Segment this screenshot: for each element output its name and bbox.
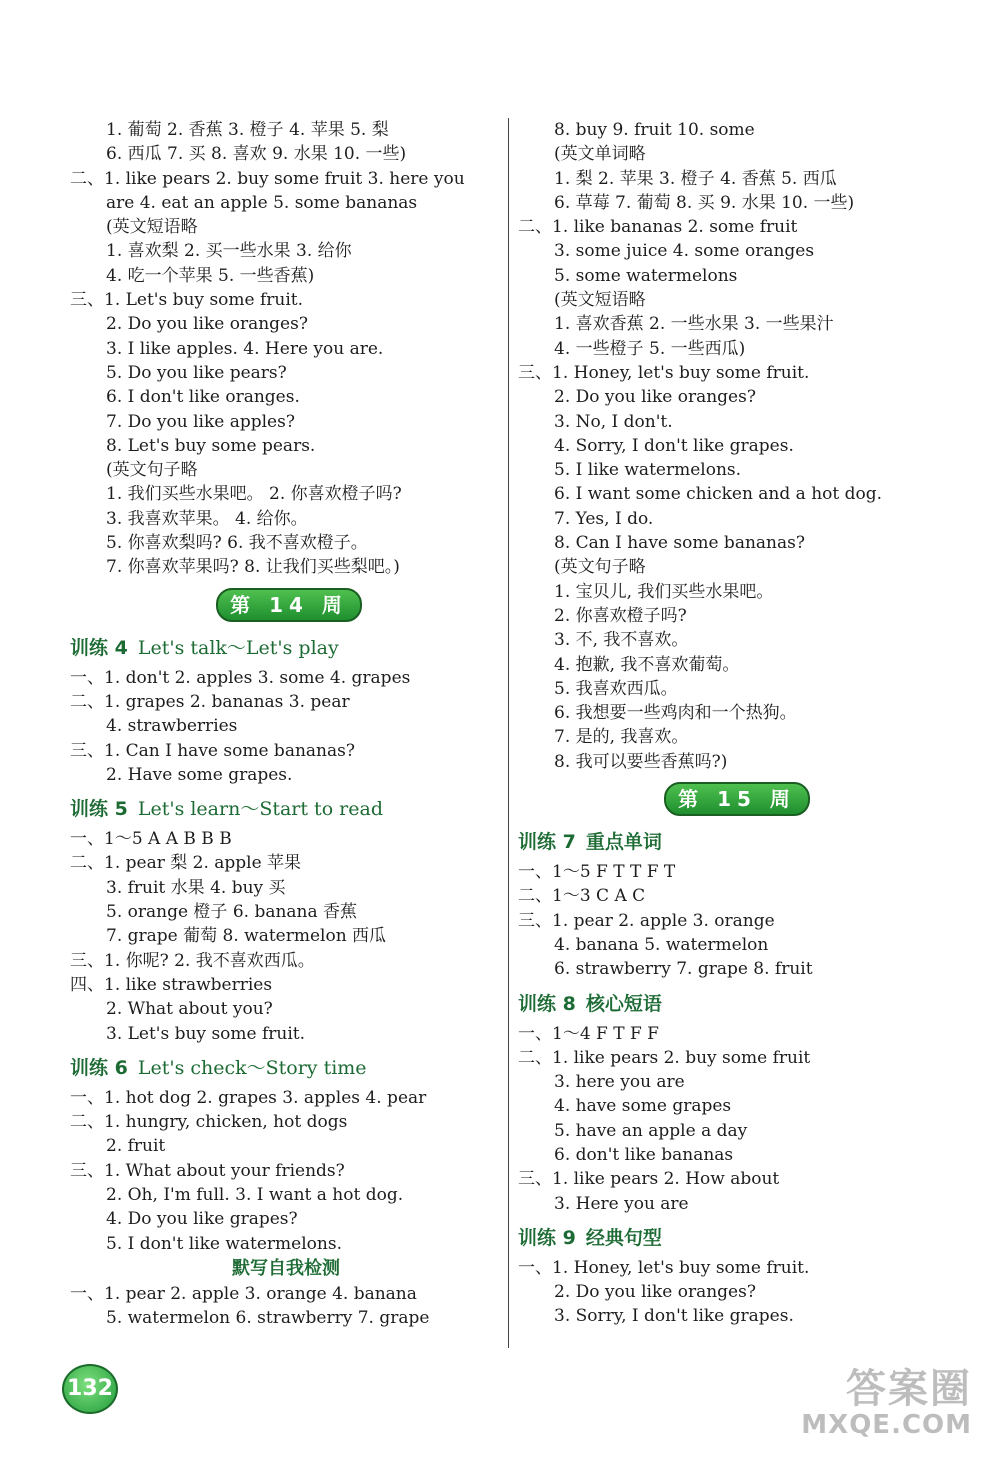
training-title: 重点单词 (585, 831, 662, 854)
watermark (801, 1357, 972, 1440)
answer-line: 5. I like watermelons. (554, 460, 742, 481)
answer-line: 一、1. don't 2. apples 3. some 4. grapes (70, 667, 411, 688)
answer-line: 6. 我想要一些鸡肉和一个热狗。 (554, 703, 797, 724)
training-number: 训练 8 (518, 992, 576, 1015)
answer-line: 4. banana 5. watermelon (554, 934, 769, 955)
training-title: Let's check～Story time (137, 1056, 367, 1079)
answer-line: 3. some juice 4. some oranges (554, 241, 815, 262)
answer-line: 7. Yes, I do. (554, 508, 654, 529)
answer-line: 一、1～5 A A B B B (70, 829, 232, 850)
training-6-heading (70, 1050, 502, 1086)
right-column (518, 118, 948, 1329)
answer-line: 7. 是的, 我喜欢。 (554, 727, 689, 748)
answer-line: 2. Have some grapes. (106, 764, 293, 785)
training-number: 训练 6 (70, 1056, 128, 1079)
answer-line: 二、1. like pears 2. buy some fruit (518, 1047, 811, 1068)
answer-line: 6. I don't like oranges. (106, 387, 300, 408)
answer-line: (英文句子略 (106, 460, 198, 481)
answer-line: 四、1. like strawberries (70, 974, 273, 995)
answer-line: 一、1～5 F T T F T (518, 862, 676, 883)
training-title: 核心短语 (585, 992, 662, 1015)
answer-line: 二、1. pear 梨 2. apple 苹果 (70, 853, 302, 874)
answer-line: 8. buy 9. fruit 10. some (554, 120, 755, 140)
answer-line: 2. Do you like oranges? (106, 314, 308, 335)
answer-line: 1. 葡萄 2. 香蕉 3. 橙子 4. 苹果 5. 梨 (106, 120, 389, 140)
answer-line: 2. fruit (106, 1136, 166, 1157)
week-15-badge: 第 15 周 (664, 782, 810, 816)
training-number: 训练 9 (518, 1226, 576, 1249)
answer-line: 三、1. like pears 2. How about (518, 1169, 780, 1190)
answer-line: 5. Do you like pears? (106, 362, 287, 383)
answer-line: 5. some watermelons (554, 265, 738, 286)
answer-line: 5. I don't like watermelons. (106, 1233, 342, 1254)
answer-line: 一、1. pear 2. apple 3. orange 4. banana (70, 1283, 417, 1304)
training-number: 训练 5 (70, 798, 128, 821)
answer-line: are 4. eat an apple 5. some bananas (106, 192, 418, 213)
answer-line: 1. 喜欢梨 2. 买一些水果 3. 给你 (106, 241, 352, 262)
answer-line: 6. 西瓜 7. 买 8. 喜欢 9. 水果 10. 一些) (106, 144, 407, 165)
answer-line: 5. 我喜欢西瓜。 (554, 678, 678, 699)
answer-line: 1. 我们买些水果吧。 2. 你喜欢橙子吗? (106, 484, 402, 505)
answer-line: 4. 抱歉, 我不喜欢葡萄。 (554, 654, 740, 675)
answer-line: 4. Sorry, I don't like grapes. (554, 435, 794, 456)
answer-line: 4. 一些橙子 5. 一些西瓜) (554, 338, 746, 359)
answer-line: 2. Do you like oranges? (554, 387, 756, 408)
answer-line: (英文短语略 (554, 290, 646, 311)
answer-line: 6. strawberry 7. grape 8. fruit (554, 959, 813, 980)
answer-line: 5. watermelon 6. strawberry 7. grape (106, 1308, 430, 1329)
self-check-title: 默写自我检测 (232, 1257, 340, 1279)
answer-line: 三、1. What about your friends? (70, 1160, 345, 1181)
answer-line: 5. orange 橙子 6. banana 香蕉 (106, 902, 358, 923)
answer-line: 4. have some grapes (554, 1096, 732, 1117)
answer-line: 3. here you are (554, 1072, 685, 1093)
answer-line: 一、1～4 F T F F (518, 1023, 659, 1044)
training-title: 经典句型 (585, 1226, 662, 1249)
answer-line: 4. 吃一个苹果 5. 一些香蕉) (106, 265, 315, 286)
answer-line: 4. Do you like grapes? (106, 1209, 298, 1230)
answer-line: 8. Let's buy some pears. (106, 435, 316, 456)
answer-line: 三、1. Honey, let's buy some fruit. (518, 362, 810, 383)
training-title: Let's learn～Start to read (137, 798, 383, 821)
training-9-heading (518, 1220, 948, 1256)
training-number: 训练 7 (518, 831, 576, 854)
answer-line: 3. Sorry, I don't like grapes. (554, 1306, 794, 1327)
answer-line: 8. Can I have some bananas? (554, 533, 805, 554)
training-number: 训练 4 (70, 636, 128, 659)
left-column (70, 118, 502, 1330)
answer-line: 一、1. hot dog 2. grapes 3. apples 4. pear (70, 1087, 427, 1108)
answer-line: 二、1. like pears 2. buy some fruit 3. here you (70, 168, 465, 189)
answer-line: (英文单词略 (554, 144, 646, 165)
answer-line: 1. 喜欢香蕉 2. 一些水果 3. 一些果汁 (554, 314, 834, 335)
answer-line: 6. 草莓 7. 葡萄 8. 买 9. 水果 10. 一些) (554, 192, 855, 213)
answer-line: 二、1. like bananas 2. some fruit (518, 217, 798, 238)
answer-line: 3. I like apples. 4. Here you are. (106, 338, 384, 359)
watermark-logo-text: 答案圈 (846, 1366, 972, 1412)
answer-line: 3. Let's buy some fruit. (106, 1023, 306, 1044)
column-divider (508, 118, 509, 1348)
answer-line: 5. have an apple a day (554, 1120, 748, 1141)
training-8-heading (518, 986, 948, 1022)
week-14-badge: 第 14 周 (216, 588, 362, 622)
answer-line: 一、1. Honey, let's buy some fruit. (518, 1257, 810, 1278)
answer-line: 3. 不, 我不喜欢。 (554, 630, 689, 651)
answer-line: 6. don't like bananas (554, 1144, 734, 1165)
answer-line: 三、1. Can I have some bananas? (70, 740, 355, 761)
training-7-heading (518, 824, 948, 860)
page-number-badge: 132 (62, 1364, 118, 1414)
training-4-heading (70, 630, 502, 666)
answer-line: 3. Here you are (554, 1193, 689, 1214)
training-title: Let's talk～Let's play (137, 636, 339, 659)
answer-line: 二、1. hungry, chicken, hot dogs (70, 1112, 348, 1133)
answer-line: 3. 我喜欢苹果。 4. 给你。 (106, 508, 308, 529)
answer-line: (英文句子略 (554, 557, 646, 578)
answer-line: 3. No, I don't. (554, 411, 673, 432)
answer-line: 2. What about you? (106, 999, 273, 1020)
answer-line: 2. 你喜欢橙子吗? (554, 605, 687, 626)
answer-line: (英文短语略 (106, 217, 198, 238)
answer-line: 二、1～3 C A C (518, 886, 646, 907)
answer-line: 7. grape 葡萄 8. watermelon 西瓜 (106, 926, 387, 947)
training-5-heading (70, 791, 502, 827)
answer-line: 2. Do you like oranges? (554, 1282, 756, 1303)
answer-line: 二、1. grapes 2. bananas 3. pear (70, 691, 350, 712)
answer-line: 三、1. Let's buy some fruit. (70, 290, 304, 311)
answer-line: 7. 你喜欢苹果吗? 8. 让我们买些梨吧。) (106, 557, 400, 578)
answer-line: 3. fruit 水果 4. buy 买 (106, 877, 286, 898)
answer-line: 2. Oh, I'm full. 3. I want a hot dog. (106, 1184, 404, 1205)
answer-line: 三、1. 你呢? 2. 我不喜欢西瓜。 (70, 950, 315, 971)
answer-line: 1. 梨 2. 苹果 3. 橙子 4. 香蕉 5. 西瓜 (554, 168, 837, 189)
answer-line: 7. Do you like apples? (106, 411, 295, 432)
answer-line: 6. I want some chicken and a hot dog. (554, 484, 883, 505)
answer-line: 1. 宝贝儿, 我们买些水果吧。 (554, 581, 774, 602)
answer-line: 5. 你喜欢梨吗? 6. 我不喜欢橙子。 (106, 533, 368, 554)
answer-line: 三、1. pear 2. apple 3. orange (518, 910, 775, 931)
watermark-url: MXQE.COM (801, 1410, 972, 1440)
answer-line: 8. 我可以要些香蕉吗?) (554, 751, 728, 772)
answer-line: 4. strawberries (106, 716, 238, 737)
